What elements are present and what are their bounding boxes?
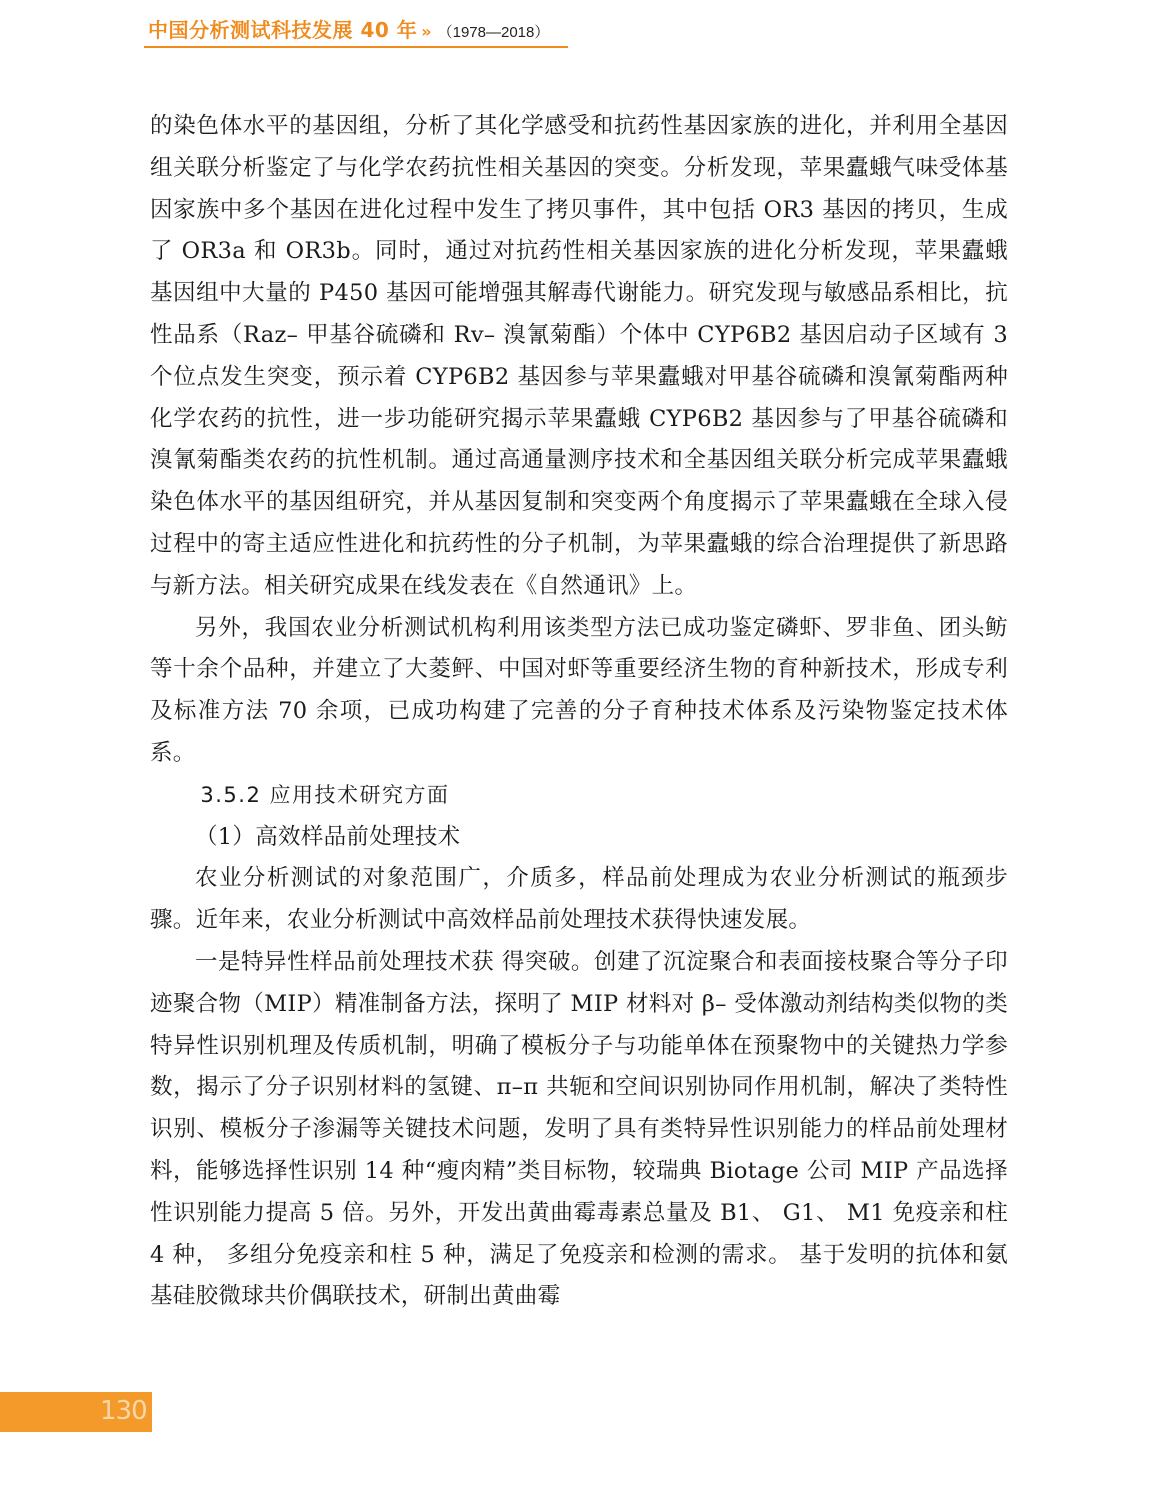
book-years: （1978—2018） [437,24,550,41]
double-chevron-icon: » [421,22,432,41]
paragraph: 一是特异性样品前处理技术获 得突破。创建了沉淀聚合和表面接枝聚合等分子印迹聚合物（MIP）精准制备方法，探明了 MIP 材料对 β– 受体激动剂结构类似物的类特异性识别机理及传质机制，明确了模板分子与功能单体在预聚物中的关键热力学参数，揭示了分子识别材料的氢键、π–π 共轭和空间识别协同作用机制，解决了类特性识别、模板分子渗漏等关键技术问题，发明了具有类特异性识别能力的样品前处理材料，能够选择性识别 14 种“瘦肉精”类目标物，较瑞典 Biotage 公司 MIP 产品选择性识别能力提高 5 倍。另外，开发出黄曲霉毒素总量及 B1、 G1、 M1 免疫亲和柱 4 种， 多组分免疫亲和柱 5 种，满足了免疫亲和检测的需求。 基于发明的抗体和氨基硅胶微球共价偶联技术，研制出黄曲霉 [150,948,1008,1310]
section-heading: 3.5.2 应用技术研究方面 [200,782,450,807]
paragraph-continued: 的染色体水平的基因组，分析了其化学感受和抗药性基因家族的进化，并利用全基因组关联分析鉴定了与化学农药抗性相关基因的突变。分析发现，苹果蠹蛾气味受体基因家族中多个基因在进化过程中发生了拷贝事件，其中包括 OR3 基因的拷贝，生成了 OR3a 和 OR3b。同时，通过对抗药性相关基因家族的进化分析发现，苹果蠹蛾基因组中大量的 P450 基因可能增强其解毒代谢能力。研究发现与敏感品系相比，抗性品系（Raz– 甲基谷硫磷和 Rv– 溴氰菊酯）个体中 CYP6B2 基因启动子区域有 3 个位点发生突变，预示着 CYP6B2 基因参与苹果蠹蛾对甲基谷硫磷和溴氰菊酯两种化学农药的抗性，进一步功能研究揭示苹果蠹蛾 CYP6B2 基因参与了甲基谷硫磷和溴氰菊酯类农药的抗性机制。通过高通量测序技术和全基因组关联分析完成苹果蠹蛾染色体水平的基因组研究，并从基因复制和突变两个角度揭示了苹果蠹蛾在全球入侵过程中的寄主适应性进化和抗药性的分子机制，为苹果蠹蛾的综合治理提供了新思路与新方法。相关研究成果在线发表在《自然通讯》上。 [150,113,1008,599]
paragraph: 另外，我国农业分析测试机构利用该类型方法已成功鉴定磷虾、罗非鱼、团头鲂等十余个品种，并建立了大菱鲆、中国对虾等重要经济生物的育种新技术，形成专利及标准方法 70 余项，已成功构建了完善的分子育种技术体系及污染物鉴定技术体系。 [150,614,1008,766]
subsection-heading: （1）高效样品前处理技术 [195,823,461,850]
page-body [150,106,1008,1318]
paragraph: 农业分析测试的对象范围广，介质多，样品前处理成为农业分析测试的瓶颈步骤。近年来，农业分析测试中高效样品前处理技术获得快速发展。 [150,865,1008,934]
header-rule [144,46,568,48]
page-number: 130 [100,1396,147,1426]
running-header [148,14,549,44]
book-title: 中国分析测试科技发展 40 年 [148,18,418,42]
